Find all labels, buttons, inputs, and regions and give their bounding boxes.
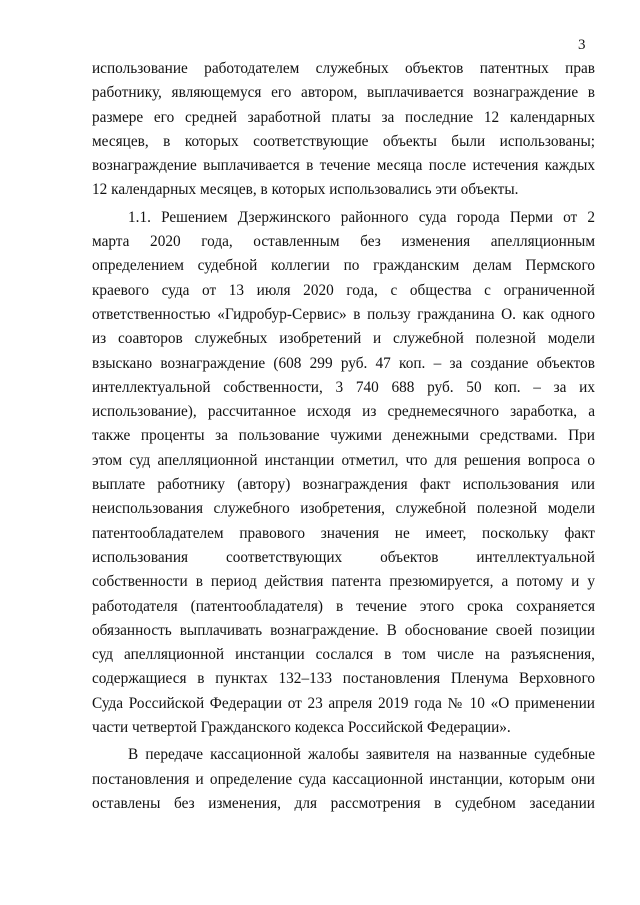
- text-line: 1.1. Решением Дзержинского районного суда города Перми от 2: [128, 208, 595, 226]
- text-line: работнику, являющемуся его автором, выплачивается вознаграждение в: [92, 84, 595, 102]
- text-line: Суда Российской Федерации от 23 апреля 2019 года № 10 «О применении: [92, 694, 595, 712]
- text-line: использование работодателем служебных объектов патентных прав: [92, 60, 595, 77]
- text-line: вознаграждение выплачивается в течение месяца после истечения каждых: [92, 157, 595, 175]
- page-number: 3: [578, 37, 586, 53]
- text-line: суд апелляционной инстанции сослался в том числе на разъяснения,: [92, 646, 595, 664]
- text-line: оставлены без изменения, для рассмотрения в судебном заседании: [92, 794, 595, 812]
- text-line: месяцев, в которых соответствующие объекты были использованы;: [92, 132, 595, 150]
- text-line: 12 календарных месяцев, в которых использовались эти объекты.: [92, 181, 519, 199]
- text-line: этом суд апелляционной инстанции отметил, что для решения вопроса о: [92, 451, 595, 469]
- text-line: взыскано вознаграждение (608 299 руб. 47 коп. – за создание объектов: [92, 354, 595, 372]
- text-line: использования соответствующих объектов интеллектуальной: [92, 548, 595, 566]
- text-line: краевого суда от 13 июля 2020 года, с общества с ограниченной: [92, 281, 595, 299]
- paragraph-1-1: [92, 206, 595, 741]
- text-line: интеллектуальной собственности, 3 740 688 руб. 50 коп. – за их: [92, 378, 595, 396]
- text-line: содержащиеся в пунктах 132–133 постановления Пленума Верховного: [92, 670, 595, 688]
- text-line: собственности в период действия патента презюмируется, а потому и у: [92, 573, 595, 591]
- document-body: [92, 57, 595, 816]
- text-line: патентообладателем правового значения не имеет, поскольку факт: [92, 524, 595, 542]
- text-line: постановления и определение суда кассационной инстанции, которым они: [92, 770, 595, 788]
- text-line: выплате работнику (автору) вознаграждения факт использования или: [92, 476, 595, 494]
- text-line: неиспользования служебного изобретения, служебной полезной модели: [92, 500, 595, 518]
- text-line: также проценты за пользование чужими денежными средствами. При: [92, 427, 595, 445]
- text-line: использование), рассчитанное исходя из среднемесячного заработка, а: [92, 403, 595, 421]
- text-line: размере его средней заработной платы за последние 12 календарных: [92, 108, 595, 126]
- text-line: марта 2020 года, оставленным без изменения апелляционным: [92, 233, 595, 251]
- paragraph-1: [92, 57, 595, 203]
- text-line: ответственностью «Гидробур-Сервис» в пользу гражданина О. как одного: [92, 305, 595, 323]
- paragraph-cassation: [92, 743, 595, 816]
- text-line: из соавторов служебных изобретений и служебной полезной модели: [92, 330, 595, 348]
- text-line: работодателя (патентообладателя) в течение этого срока сохраняется: [92, 597, 595, 615]
- text-line: обязанность выплачивать вознаграждение. В обоснование своей позиции: [92, 621, 595, 639]
- text-line: В передаче кассационной жалобы заявителя на названные судебные: [128, 746, 595, 764]
- text-line: определением судебной коллегии по гражданским делам Пермского: [92, 257, 595, 275]
- text-line: части четвертой Гражданского кодекса Российской Федерации».: [92, 719, 511, 737]
